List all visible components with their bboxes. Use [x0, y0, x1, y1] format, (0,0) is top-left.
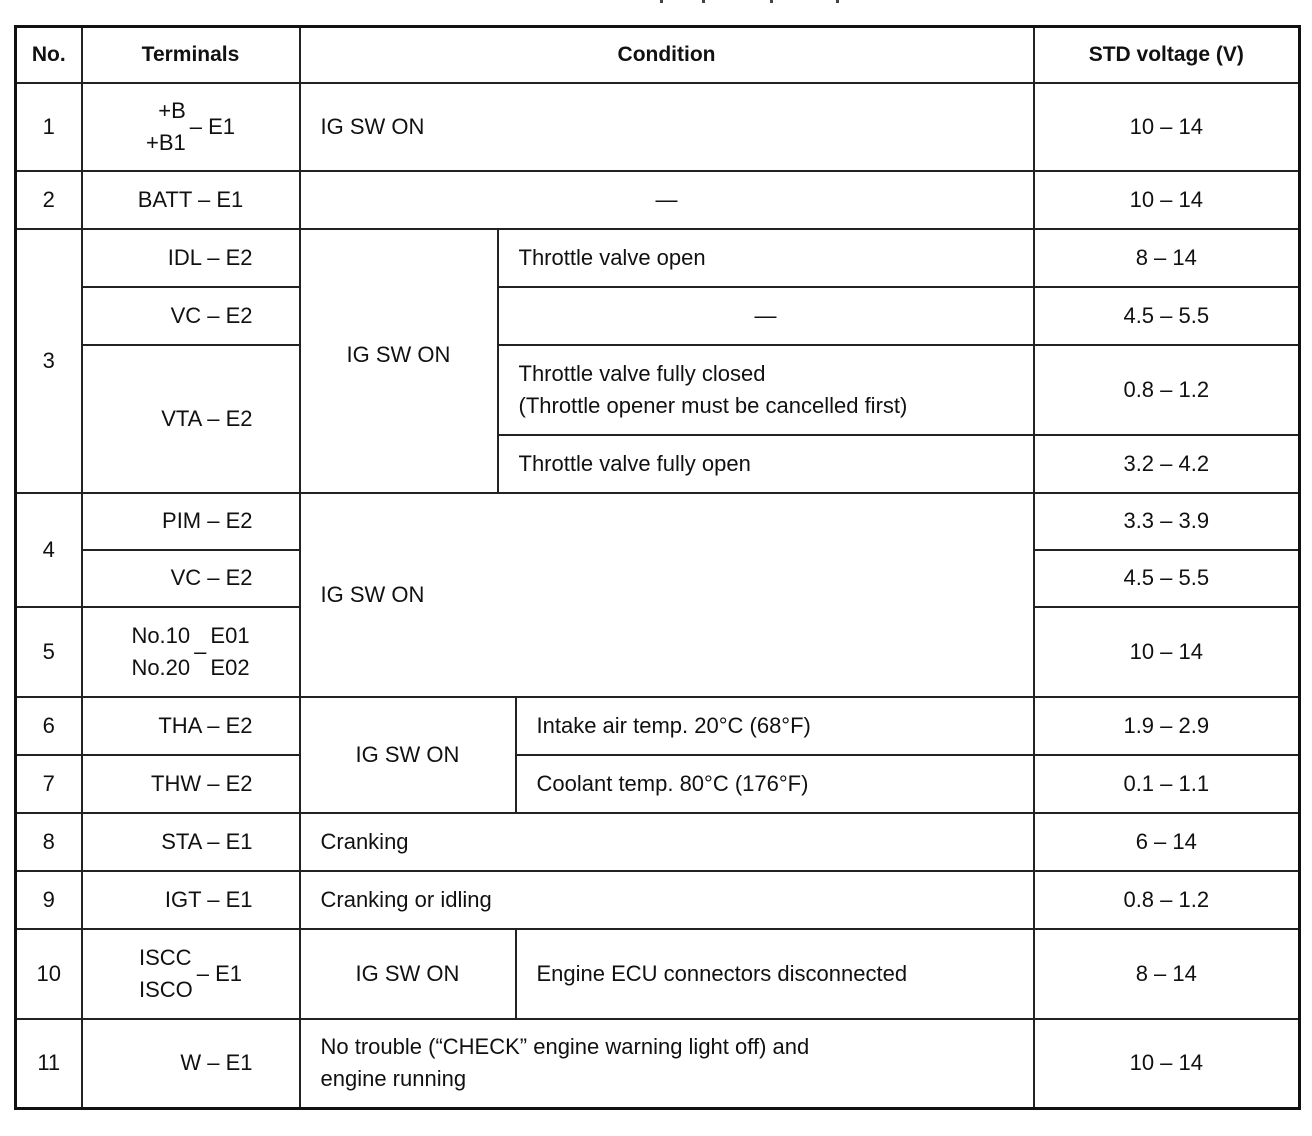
condition-cell: IG SW ON: [300, 83, 1034, 171]
voltage-cell: 3.3 – 3.9: [1034, 493, 1300, 550]
condition-detail-cell: [498, 345, 1034, 435]
terminal-cell: VC – E2: [82, 550, 300, 607]
terminal-cell: STA – E1: [82, 813, 300, 871]
condition-cell: Cranking or idling: [300, 871, 1034, 929]
condition-cell: IG SW ON: [300, 929, 516, 1019]
row-no: 3: [16, 229, 82, 493]
terminal-cell: THW – E2: [82, 755, 300, 813]
terminal-iscc: ISCC: [138, 944, 192, 970]
terminal-cell: PIM – E2: [82, 493, 300, 550]
voltage-cell: 8 – 14: [1034, 229, 1300, 287]
terminal-cell: BATT – E1: [82, 171, 300, 229]
terminal-e02: E02: [210, 654, 250, 680]
condition-cell: IG SW ON: [300, 493, 1034, 697]
condition-cell: —: [300, 171, 1034, 229]
row-no: 5: [16, 607, 82, 697]
condition-detail-cell: Intake air temp. 20°C (68°F): [516, 697, 1034, 755]
terminal-no10: No.10: [131, 622, 191, 648]
header-terminals: Terminals: [82, 27, 300, 83]
cropped-heading-remnant: [660, 0, 840, 3]
condition-line: (Throttle opener must be cancelled first): [518, 392, 908, 418]
row-no: 6: [16, 697, 82, 755]
terminal-cell: No.10 No.20 – E01 E02: [82, 607, 300, 697]
condition-cell: IG SW ON: [300, 229, 498, 493]
row-no: 7: [16, 755, 82, 813]
row-no: 2: [16, 171, 82, 229]
terminal-cell: W – E1: [82, 1019, 300, 1109]
table-row-6: [16, 697, 1300, 755]
terminal-e01: E01: [210, 622, 250, 648]
terminal-cell: IDL – E2: [82, 229, 300, 287]
table-row-4-pim: [16, 493, 1300, 550]
voltage-cell: 6 – 14: [1034, 813, 1300, 871]
condition-line: engine running: [320, 1066, 467, 1092]
header-no: No.: [16, 27, 82, 83]
table-row-8: [16, 813, 1300, 871]
row-no: 4: [16, 493, 82, 607]
voltage-cell: 4.5 – 5.5: [1034, 287, 1300, 345]
table-row-11: [16, 1019, 1300, 1109]
row-no: 11: [16, 1019, 82, 1109]
table-row-10: [16, 929, 1300, 1019]
condition-detail-cell: Throttle valve fully open: [498, 435, 1034, 493]
table-row-3-vta-closed: [16, 345, 1300, 435]
voltage-cell: 8 – 14: [1034, 929, 1300, 1019]
table-row-7: [16, 755, 1300, 813]
condition-cell: Cranking: [300, 813, 1034, 871]
condition-detail-cell: Throttle valve open: [498, 229, 1034, 287]
condition-cell: IG SW ON: [300, 697, 516, 813]
condition-cell: [300, 1019, 1034, 1109]
header-row: [16, 27, 1300, 83]
condition-line: Throttle valve fully closed: [518, 360, 766, 386]
condition-detail-cell: Coolant temp. 80°C (176°F): [516, 755, 1034, 813]
voltage-cell: 10 – 14: [1034, 83, 1300, 171]
row-no: 8: [16, 813, 82, 871]
voltage-cell: 4.5 – 5.5: [1034, 550, 1300, 607]
table-row-3-idl: [16, 229, 1300, 287]
terminal-b1: +B1: [145, 129, 186, 155]
ecu-terminal-voltage-table: [14, 25, 1301, 1110]
terminal-cell: [82, 929, 300, 1019]
header-std-voltage: STD voltage (V): [1034, 27, 1300, 83]
condition-line: No trouble (“CHECK” engine warning light off) and: [320, 1034, 810, 1060]
voltage-cell: 10 – 14: [1034, 171, 1300, 229]
terminal-cell: THA – E2: [82, 697, 300, 755]
voltage-cell: 0.8 – 1.2: [1034, 871, 1300, 929]
voltage-cell: 3.2 – 4.2: [1034, 435, 1300, 493]
row-no: 10: [16, 929, 82, 1019]
condition-detail-cell: —: [498, 287, 1034, 345]
table-row-9: [16, 871, 1300, 929]
terminal-isco: ISCO: [138, 976, 193, 1002]
row-no: 9: [16, 871, 82, 929]
voltage-cell: 0.8 – 1.2: [1034, 345, 1300, 435]
terminal-b: +B: [158, 97, 186, 123]
table-row-2: [16, 171, 1300, 229]
terminal-ground: – E1: [196, 960, 243, 986]
row-no: 1: [16, 83, 82, 171]
header-condition: Condition: [300, 27, 1034, 83]
terminal-cell: [82, 83, 300, 171]
voltage-cell: 0.1 – 1.1: [1034, 755, 1300, 813]
voltage-cell: 1.9 – 2.9: [1034, 697, 1300, 755]
voltage-cell: 10 – 14: [1034, 1019, 1300, 1109]
table-row-3-vc: [16, 287, 1300, 345]
terminal-no20: No.20: [131, 654, 191, 680]
voltage-cell: 10 – 14: [1034, 607, 1300, 697]
table-row-1: [16, 83, 1300, 171]
terminal-cell: VC – E2: [82, 287, 300, 345]
terminal-cell: VTA – E2: [82, 345, 300, 493]
terminal-ground: – E1: [189, 113, 236, 139]
condition-detail-cell: Engine ECU connectors disconnected: [516, 929, 1034, 1019]
terminal-cell: IGT – E1: [82, 871, 300, 929]
